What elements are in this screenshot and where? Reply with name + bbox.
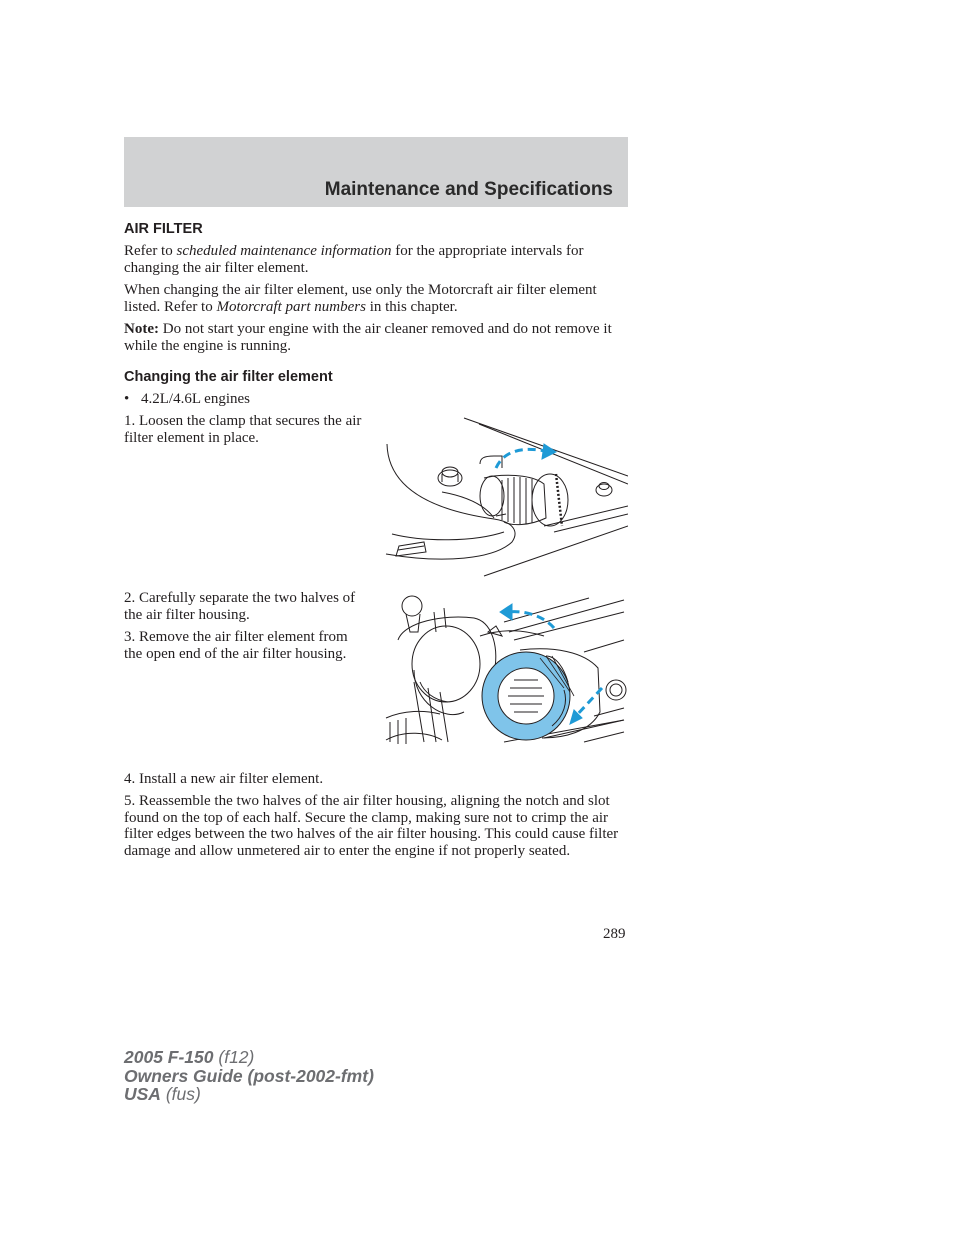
document-footer — [124, 1048, 374, 1104]
para-motorcraft-element: When changing the air filter element, use only the Motorcraft air filter element listed. Refer to Motorcraft part numbers in this chapter. — [124, 282, 597, 315]
page-number: 289 — [603, 926, 626, 942]
filter-removal-illustration — [384, 592, 628, 758]
air-filter-heading: AIR FILTER — [124, 221, 203, 237]
note-paragraph: Note: Do not start your engine with the air cleaner removed and do not remove it while the engine is running. — [124, 321, 612, 354]
step-3: 3. Remove the air filter element from the open end of the air filter housing. — [124, 629, 348, 662]
section-header-band — [124, 137, 628, 207]
clamp-illustration — [384, 414, 628, 578]
bullet-dot: • — [124, 391, 130, 407]
footer-market-line: USA (fus) — [124, 1084, 201, 1104]
footer-model-line: 2005 F-150 (f12) — [124, 1047, 255, 1067]
engine-bullet: • 4.2L/4.6L engines — [124, 391, 251, 407]
step-2: 2. Carefully separate the two halves of the air filter housing. — [124, 590, 356, 623]
section-title: Maintenance and Specifications — [324, 179, 613, 200]
step-5: 5. Reassemble the two halves of the air filter housing, aligning the notch and slot found on the top of each half. Secure the clamp, making sure not to crimp the air filter edges between the two halves of the air filter housing. This could cause filter damage and allow unmetered air to enter the engine if not properly seated. — [124, 793, 619, 860]
step-4: 4. Install a new air filter element. — [124, 771, 324, 787]
step-1: 1. Loosen the clamp that secures the air filter element in place. — [124, 413, 362, 446]
changing-air-filter-heading: Changing the air filter element — [124, 369, 333, 385]
note-label: Note: — [124, 321, 159, 337]
scheduled-maintenance-ref: scheduled maintenance information — [176, 243, 392, 259]
para-scheduled-maintenance: Refer to scheduled maintenance information for the appropriate intervals for changing the air filter element. — [124, 243, 584, 276]
footer-guide-line: Owners Guide (post-2002-fmt) — [124, 1065, 374, 1086]
motorcraft-part-numbers-ref: Motorcraft part numbers — [216, 298, 366, 315]
